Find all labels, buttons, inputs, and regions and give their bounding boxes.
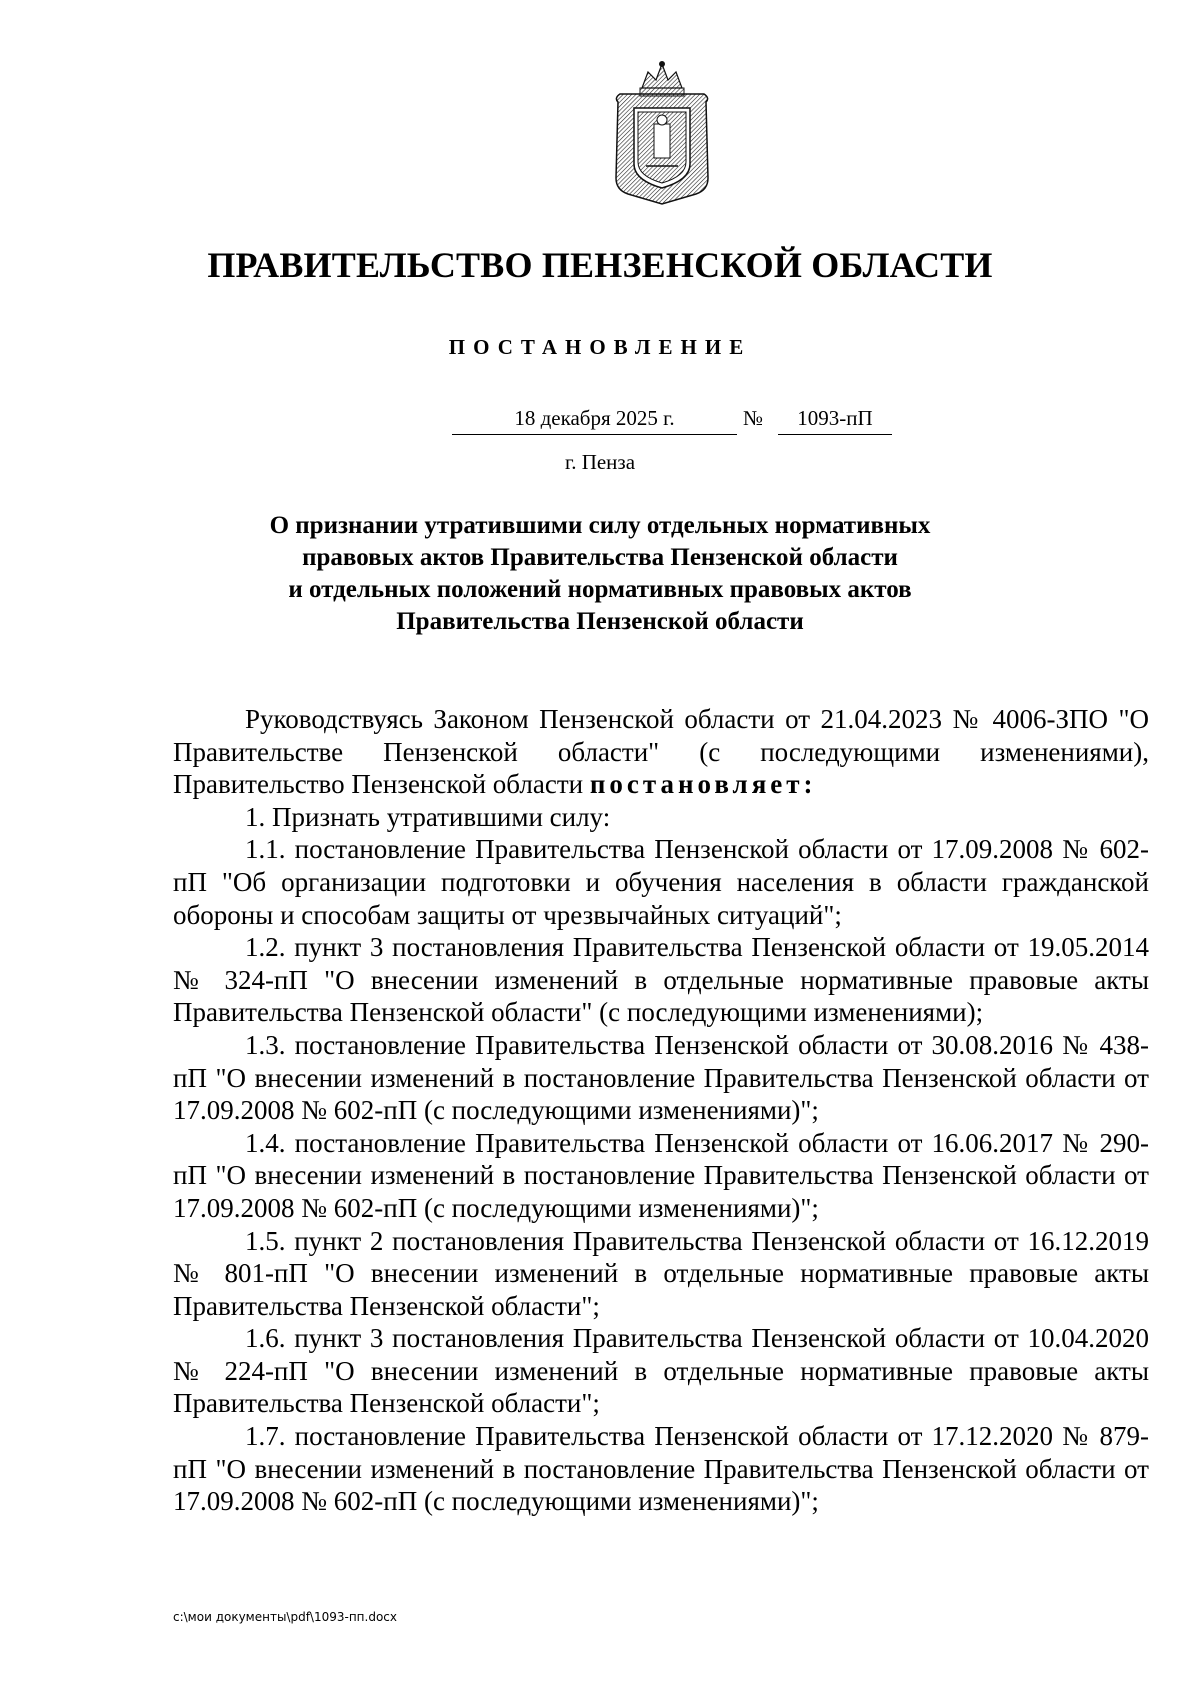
document-type-heading: ПОСТАНОВЛЕНИЕ (448, 335, 752, 359)
subitem-paragraph: 1.7. постановление Правительства Пензенской области от 17.12.2020 № 879-пП "О внесении изменений в постановление Правительства Пензенской области от 17.09.2008 № 602-пП (с последующими изменениями)"; (173, 1421, 1149, 1517)
organization-title: ПРАВИТЕЛЬСТВО ПЕНЗЕНСКОЙ ОБЛАСТИ (207, 245, 993, 285)
date-underline (452, 434, 737, 435)
footer-file-path: c:\мои документы\pdf\1093-пп.docx (173, 1610, 398, 1624)
subitem-paragraph: 1.6. пункт 3 постановления Правительства Пензенской области от 10.04.2020 № 224-пП "О внесении изменений в отдельные нормативные правовые акты Правительства Пензенской области"; (173, 1323, 1149, 1419)
decree-word: постановляет: (589, 769, 817, 800)
subject-line: О признании утратившими силу отдельных нормативных (269, 512, 931, 539)
subject-line: Правительства Пензенской области (396, 608, 804, 635)
subitem-paragraph: 1.5. пункт 2 постановления Правительства Пензенской области от 16.12.2019 № 801-пП "О внесении изменений в отдельные нормативные правовые акты Правительства Пензенской области"; (173, 1225, 1149, 1321)
subitem-paragraph: 1.2. пункт 3 постановления Правительства Пензенской области от 19.05.2014 № 324-пП "О внесении изменений в отдельные нормативные правовые акты Правительства Пензенской области" (с последующими изменениями); (173, 932, 1149, 1028)
number-underline (778, 434, 892, 435)
subitem-paragraph: 1.3. постановление Правительства Пензенской области от 30.08.2016 № 438-пП "О внесении изменений в постановление Правительства Пензенской области от 17.09.2008 № 602-пП (с последующими изменениями)"; (173, 1029, 1149, 1126)
number-sign: № (743, 406, 764, 430)
item-paragraph: 1. Признать утратившими силу: (245, 801, 611, 832)
date-number-line (0, 406, 1200, 438)
document-date: 18 декабря 2025 г. (514, 406, 675, 430)
city-line: г. Пенза (564, 450, 636, 474)
subject-line: и отдельных положений нормативных правовых актов (288, 576, 912, 603)
subitem-paragraph: 1.4. постановление Правительства Пензенской области от 16.06.2017 № 290-пП "О внесении изменений в постановление Правительства Пензенской области от 17.09.2008 № 602-пП (с последующими изменениями)"; (173, 1127, 1149, 1223)
subject-line: правовых актов Правительства Пензенской области (302, 544, 898, 571)
document-number: 1093-пП (797, 406, 873, 430)
preamble-text: Руководствуясь Законом Пензенской области от 21.04.2023 № 4006-ЗПО "О Правительстве Пензенской области" (с последующими изменениями), Правительство Пензенской области (173, 704, 1149, 800)
subitem-paragraph: 1.1. постановление Правительства Пензенской области от 17.09.2008 № 602-пП "Об организации подготовки и обучения населения в области гражданской обороны и способам защиты от чрезвычайных ситуаций"; (173, 834, 1149, 930)
document-subject (230, 510, 970, 638)
document-body (173, 703, 1149, 1518)
coat-of-arms-emblem (604, 58, 720, 208)
preamble-paragraph (173, 703, 1149, 801)
